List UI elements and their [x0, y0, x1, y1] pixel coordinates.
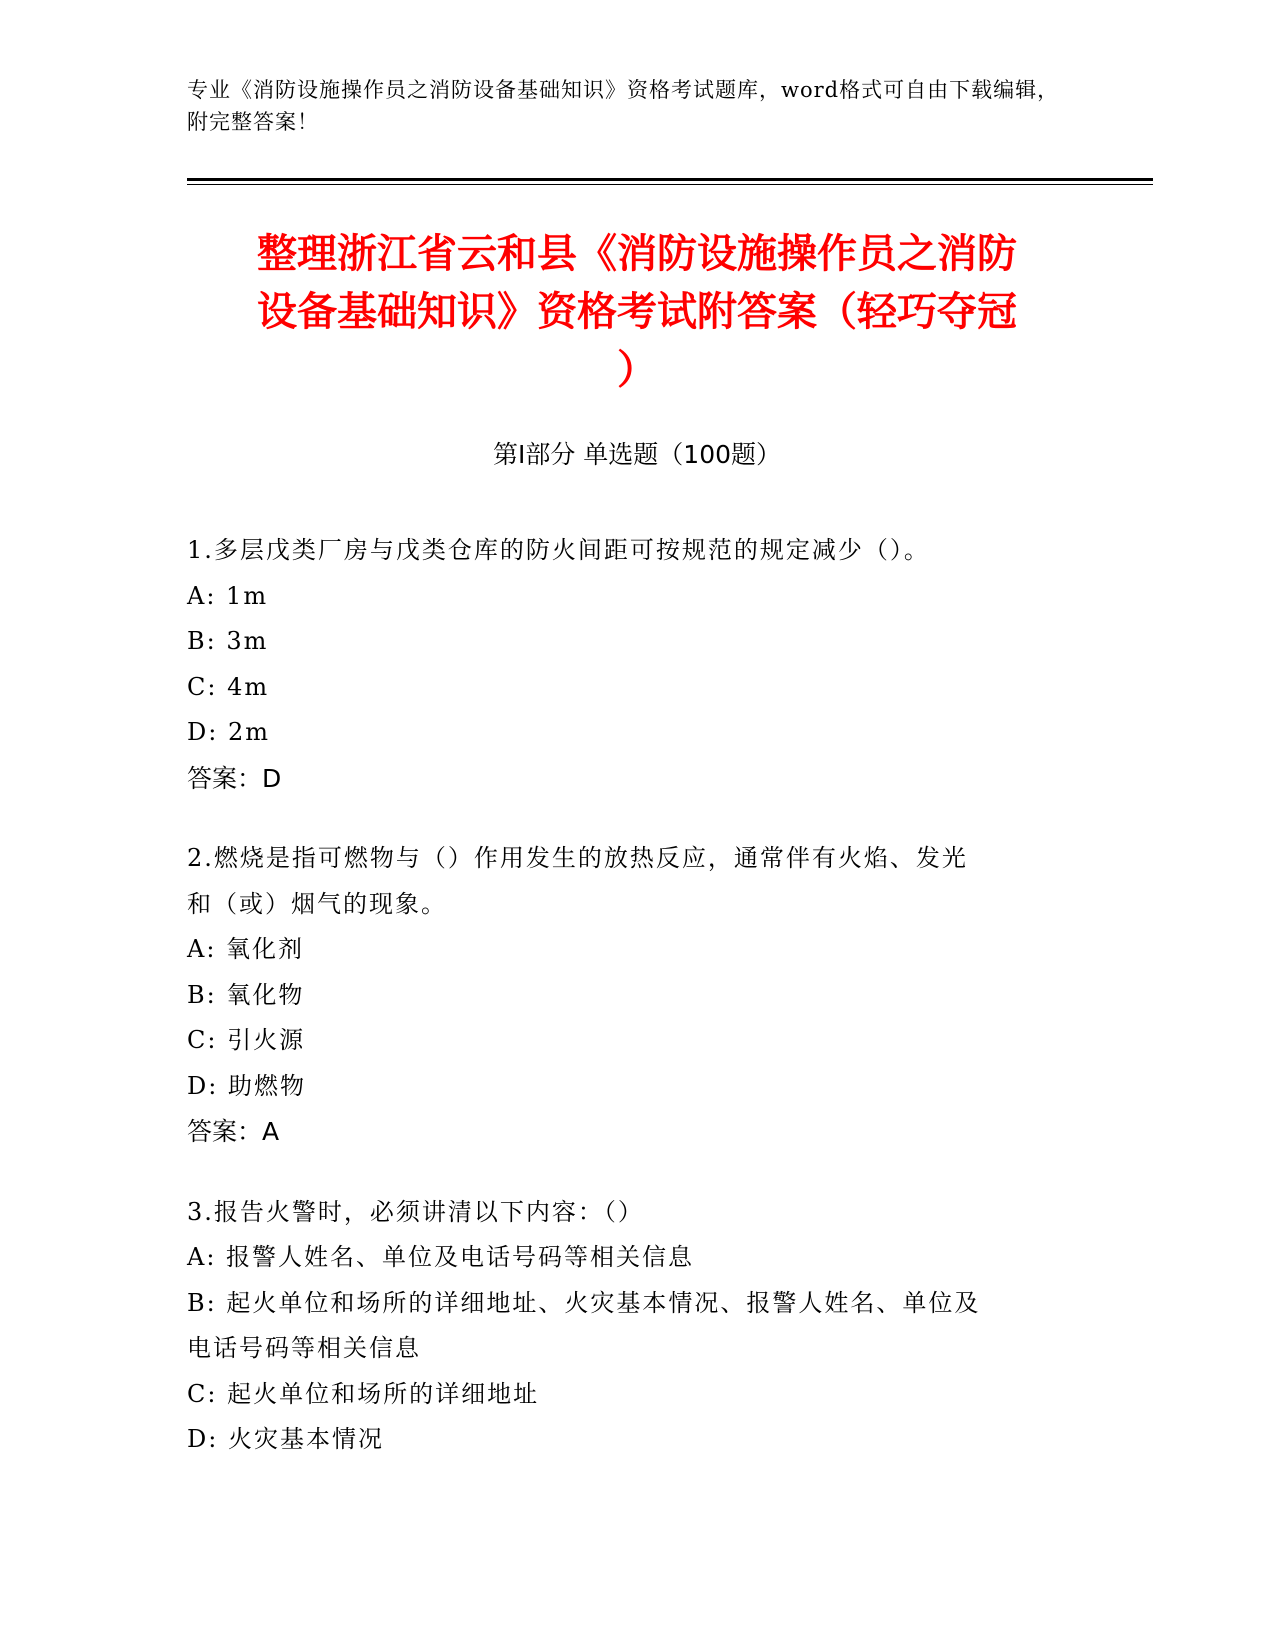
document-title-line: ）	[617, 347, 657, 393]
question-option: C: 起火单位和场所的详细地址	[187, 1379, 540, 1408]
question-item	[187, 528, 1087, 801]
question-option: A: 1m	[187, 581, 269, 610]
question-option: D: 火灾基本情况	[187, 1425, 384, 1453]
question-option: B: 起火单位和场所的详细地址、火灾基本情况、报警人姓名、单位及	[187, 1288, 981, 1317]
section-title: 第I部分 单选题（100题）	[492, 440, 782, 469]
question-option: C: 4m	[187, 672, 270, 701]
question-option: D: 2m	[187, 718, 270, 746]
question-option: A: 报警人姓名、单位及电话号码等相关信息	[187, 1243, 695, 1271]
question-stem: 2.燃烧是指可燃物与（）作用发生的放热反应，通常伴有火焰、发光	[187, 844, 968, 872]
document-title-line: 整理浙江省云和县《消防设施操作员之消防	[257, 231, 1017, 277]
question-option: 电话号码等相关信息	[187, 1334, 421, 1362]
document-title	[187, 225, 1087, 399]
question-answer: 答案：D	[187, 763, 282, 793]
question-list	[187, 528, 1087, 1498]
question-answer: 答案：A	[187, 1117, 280, 1146]
question-option: D: 助燃物	[187, 1071, 306, 1100]
question-item	[187, 836, 1087, 1155]
question-stem: 和（或）烟气的现象。	[187, 889, 447, 918]
header-divider-thin	[187, 184, 1153, 185]
header-divider-thick	[187, 178, 1153, 181]
question-stem: 1.多层戊类厂房与戊类仓库的防火间距可按规范的规定减少（）。	[187, 536, 930, 564]
question-option: B: 3m	[187, 627, 269, 655]
question-item	[187, 1190, 1087, 1463]
question-option: A: 氧化剂	[187, 935, 305, 963]
question-option: C: 引火源	[187, 1026, 306, 1054]
document-title-line: 设备基础知识》资格考试附答案（轻巧夺冠	[257, 289, 1017, 335]
header-note: 专业《消防设施操作员之消防设备基础知识》资格考试题库，word格式可自由下载编辑，附完整答案！	[187, 78, 1060, 134]
question-option: B: 氧化物	[187, 980, 305, 1009]
question-stem: 3.报告火警时，必须讲清以下内容：（）	[187, 1197, 644, 1226]
